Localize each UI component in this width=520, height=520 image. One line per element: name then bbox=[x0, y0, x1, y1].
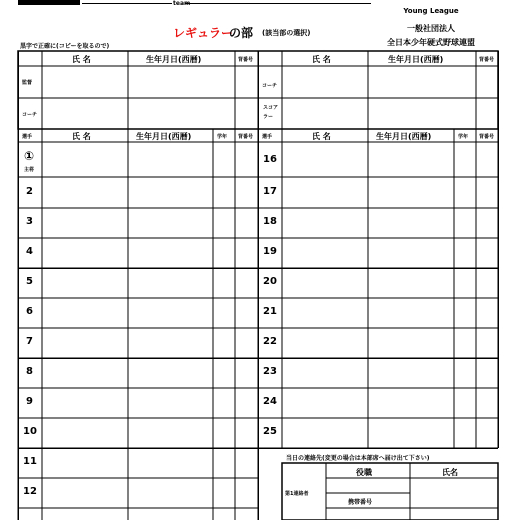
player-name-header-right: 氏 名 bbox=[312, 132, 331, 141]
contact-role-header: 役職 bbox=[356, 468, 372, 477]
row-number-22: 22 bbox=[263, 336, 277, 347]
row-number-2: 2 bbox=[26, 186, 33, 197]
player-name-header-left: 氏 名 bbox=[72, 132, 91, 141]
player-birth-header-left: 生年月日(西暦) bbox=[136, 132, 192, 141]
team-label: team bbox=[173, 0, 191, 7]
row-number-1: ① bbox=[24, 149, 35, 163]
org-type: 一般社団法人 bbox=[407, 24, 455, 33]
contact-phone-label: 携帯番号 bbox=[348, 499, 373, 506]
title-note: (該当部の選択) bbox=[262, 29, 311, 37]
role-coach-left: コーチ bbox=[22, 112, 38, 118]
player-number-header-right: 背番号 bbox=[479, 134, 495, 140]
row-number-25: 25 bbox=[263, 426, 277, 437]
player-col-header-left: 選手 bbox=[22, 134, 33, 140]
row-number-11: 11 bbox=[23, 456, 37, 467]
row-number-24: 24 bbox=[263, 396, 277, 407]
row-number-20: 20 bbox=[263, 276, 277, 287]
row-number-9: 9 bbox=[26, 396, 33, 407]
contact-heading: 当日の連絡先(変更の場合は本部席へ届け出て下さい) bbox=[286, 455, 430, 462]
staff-number-header-left: 背番号 bbox=[238, 57, 254, 63]
title-suffix: の部 bbox=[229, 26, 254, 40]
title-division: レギュラー bbox=[173, 26, 234, 40]
row-number-10: 10 bbox=[23, 426, 37, 437]
row-number-12: 12 bbox=[23, 486, 37, 497]
org-name: 全日本少年硬式野球連盟 bbox=[387, 38, 475, 47]
row-number-5: 5 bbox=[26, 276, 33, 287]
row-number-16: 16 bbox=[263, 154, 277, 165]
staff-number-header-right: 背番号 bbox=[479, 57, 495, 63]
player-col-header-right: 選手 bbox=[262, 134, 273, 140]
player-birth-header-right: 生年月日(西暦) bbox=[376, 132, 432, 141]
org-english-name: Young League bbox=[403, 7, 459, 15]
player-grade-header-left: 学年 bbox=[217, 134, 228, 140]
row-number-8: 8 bbox=[26, 366, 33, 377]
staff-name-header-left: 氏 名 bbox=[72, 55, 91, 64]
row-number-3: 3 bbox=[26, 216, 33, 227]
row-number-6: 6 bbox=[26, 306, 33, 317]
row-number-18: 18 bbox=[263, 216, 277, 227]
captain-label: 主将 bbox=[24, 167, 35, 173]
instruction-text: 黒字で正確に(コピーを取るので) bbox=[20, 43, 110, 50]
row-number-21: 21 bbox=[263, 306, 277, 317]
row-number-23: 23 bbox=[263, 366, 277, 377]
row-number-7: 7 bbox=[26, 336, 33, 347]
staff-birth-header-right: 生年月日(西暦) bbox=[388, 55, 444, 64]
contact-name-header: 氏名 bbox=[442, 468, 458, 477]
role-manager: 監督 bbox=[22, 80, 33, 86]
role-scorer: スコアラー bbox=[263, 105, 279, 120]
row-number-17: 17 bbox=[263, 186, 277, 197]
staff-name-header-right: 氏 名 bbox=[312, 55, 331, 64]
role-coach-right: コーチ bbox=[262, 83, 278, 89]
staff-birth-header-left: 生年月日(西暦) bbox=[146, 55, 202, 64]
player-grade-header-right: 学年 bbox=[458, 134, 469, 140]
contact-first-label: 第1連絡者 bbox=[285, 491, 309, 497]
row-number-4: 4 bbox=[26, 246, 33, 257]
player-number-header-left: 背番号 bbox=[238, 134, 254, 140]
row-number-19: 19 bbox=[263, 246, 277, 257]
